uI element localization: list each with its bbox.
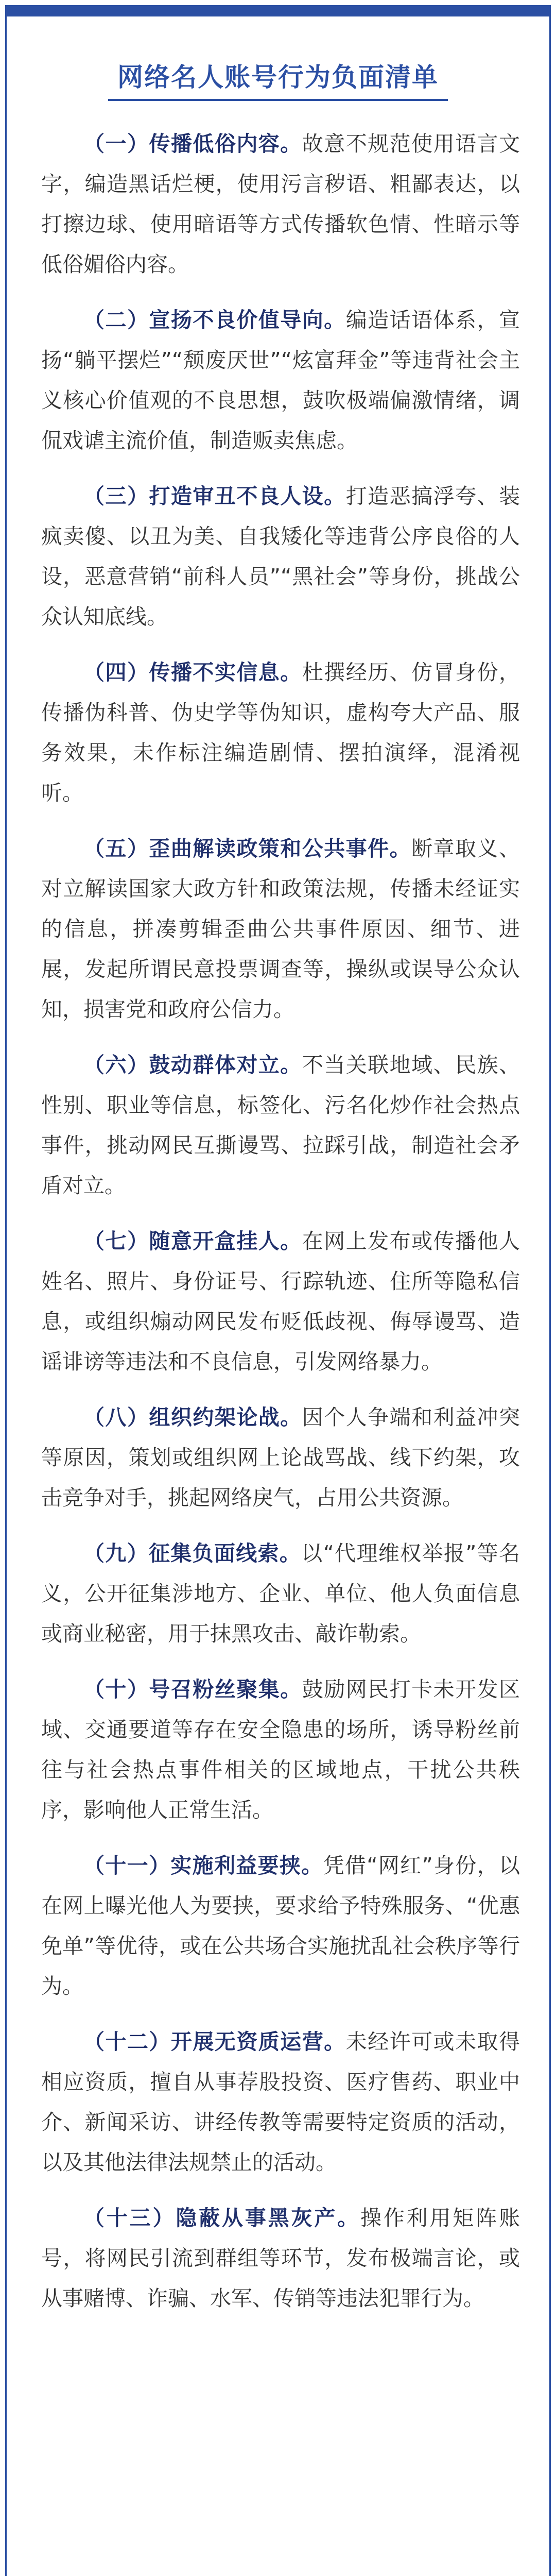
list-item (41, 1397, 520, 1518)
list-item (41, 828, 520, 1029)
list-item (41, 1221, 520, 1382)
item-body: 凭借“网红”身份，以在网上曝光他人为要挟，要求给予特殊服务、“优惠免单”等优待，或在公共场合实施扰乱社会秩序等行为。 (41, 1853, 520, 1998)
item-title: （七）随意开盒挂人。 (83, 1229, 302, 1253)
list-item (41, 1533, 520, 1654)
list-item (41, 2198, 520, 2318)
item-title: （三）打造审丑不良人设。 (83, 484, 346, 509)
item-body: 未经许可或未取得相应资质，擅自从事荐股投资、医疗售药、职业中介、新闻采访、讲经传教等需要特定资质的活动，以及其他法律法规禁止的活动。 (41, 2029, 520, 2175)
page-title: 网络名人账号行为负面清单 (117, 62, 439, 92)
item-title: （四）传播不实信息。 (83, 660, 302, 685)
item-title: （九）征集负面线索。 (83, 1541, 302, 1566)
item-body: 鼓励网民打卡未开发区域、交通要道等存在安全隐患的场所，诱导粉丝前往与社会热点事件相关的区域地点，干扰公共秩序，影响他人正常生活。 (41, 1677, 520, 1822)
item-body: 操作利用矩阵账号，将网民引流到群组等环节，发布极端言论，或从事赌博、诈骗、水军、传销等违法犯罪行为。 (41, 2206, 520, 2311)
item-title: （八）组织约架论战。 (83, 1405, 302, 1430)
item-title: （五）歪曲解读政策和公共事件。 (83, 836, 412, 861)
item-body: 在网上发布或传播他人姓名、照片、身份证号、行踪轨迹、住所等隐私信息，或组织煽动网民发布贬低歧视、侮辱谩骂、造谣诽谤等违法和不良信息，引发网络暴力。 (41, 1229, 520, 1374)
item-body: 因个人争端和利益冲突等原因，策划或组织网上论战骂战、线下约架，攻击竞争对手，挑起网络戾气，占用公共资源。 (41, 1405, 520, 1510)
top-rule (5, 5, 551, 16)
item-body: 以“代理维权举报”等名义，公开征集涉地方、企业、单位、他人负面信息或商业秘密，用于抹黑攻击、敲诈勒索。 (41, 1541, 520, 1646)
list-item (41, 476, 520, 637)
item-title: （十一）实施利益要挟。 (83, 1853, 323, 1878)
item-body: 打造恶搞浮夸、装疯卖傻、以丑为美、自我矮化等违背公序良俗的人设，恶意营销“前科人员”“黑社会”等身份，挑战公众认知底线。 (41, 484, 520, 629)
list-item (41, 652, 520, 813)
title-underline (108, 99, 448, 101)
list-item (41, 300, 520, 461)
item-title: （六）鼓动群体对立。 (83, 1053, 302, 1077)
list-item (41, 1669, 520, 1830)
item-body: 杜撰经历、仿冒身份，传播伪科普、伪史学等伪知识，虚构夸大产品、服务效果，未作标注编造剧情、摆拍演绎，混淆视听。 (41, 660, 520, 805)
item-body: 断章取义、对立解读国家大政方针和政策法规，传播未经证实的信息，拼凑剪辑歪曲公共事件原因、细节、进展，发起所谓民意投票调查等，操纵或误导公众认知，损害党和政府公信力。 (41, 836, 520, 1022)
item-title: （十三）隐蔽从事黑灰产。 (83, 2206, 360, 2230)
item-title: （一）传播低俗内容。 (83, 131, 302, 156)
item-title: （二）宣扬不良价值导向。 (83, 308, 346, 332)
list-item (41, 124, 520, 284)
list-item (41, 1045, 520, 1206)
item-title: （十）号召粉丝聚集。 (83, 1677, 302, 1702)
item-body: 故意不规范使用语言文字，编造黑话烂梗，使用污言秽语、粗鄙表达，以打擦边球、使用暗语等方式传播软色情、性暗示等低俗媚俗内容。 (41, 131, 520, 277)
list-item (41, 2022, 520, 2182)
list-item (41, 1845, 520, 2006)
item-body: 不当关联地域、民族、性别、职业等信息，标签化、污名化炒作社会热点事件，挑动网民互撕谩骂、拉踩引战，制造社会矛盾对立。 (41, 1053, 520, 1198)
item-body: 编造话语体系，宣扬“躺平摆烂”“颓废厌世”“炫富拜金”等违背社会主义核心价值观的不良思想，鼓吹极端偏激情绪，调侃戏谑主流价值，制造贩卖焦虑。 (41, 308, 520, 453)
item-list (41, 124, 520, 2334)
item-title: （十二）开展无资质运营。 (83, 2029, 346, 2054)
